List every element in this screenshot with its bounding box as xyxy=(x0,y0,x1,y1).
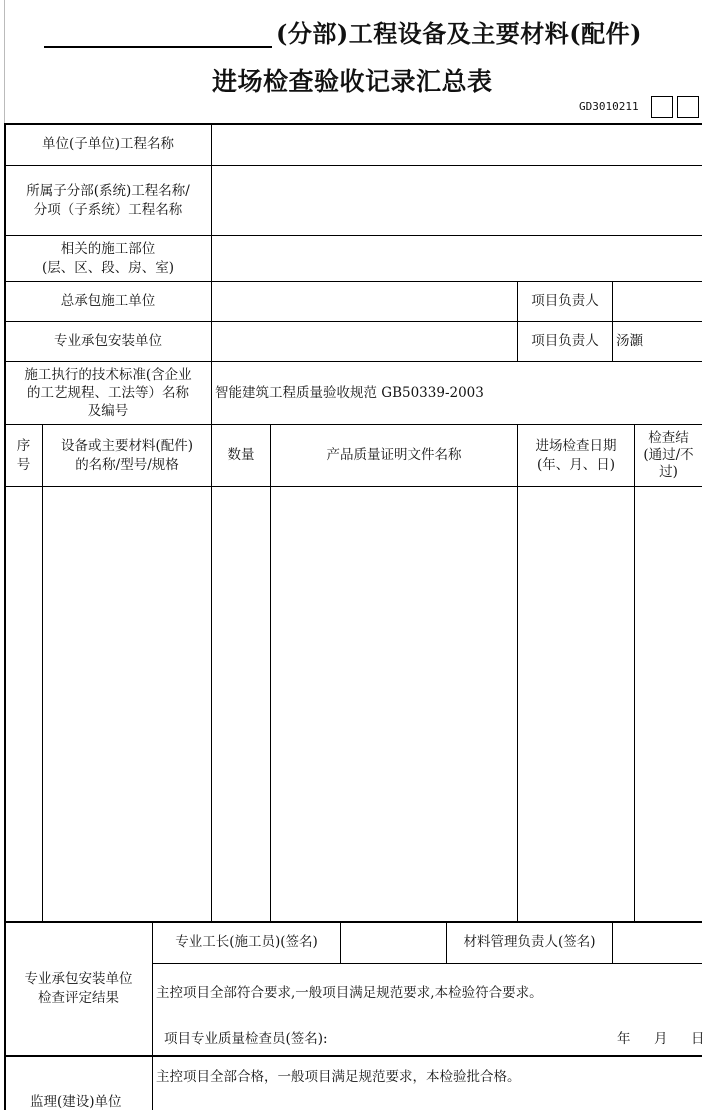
sub-eval-label xyxy=(5,922,152,1055)
col-header-result-line3: 过) xyxy=(659,464,678,480)
foreman-signature[interactable] xyxy=(341,922,446,963)
supervision-label: 监理(建设)单位 xyxy=(30,1094,122,1110)
supervision-conclusion: 主控项目全部合格，一般项目满足规范要求，本检验批合格。 xyxy=(156,1069,521,1085)
inspector-label: 项目专业质量检查员(签名): xyxy=(164,1031,328,1047)
project-name-value[interactable] xyxy=(212,124,702,165)
col-header-material-line1: 设备或主要材料(配件) xyxy=(60,437,194,454)
sub-eval-label-line1: 专业承包安装单位 xyxy=(24,970,133,987)
project-name-label: 单位(子单位)工程名称 xyxy=(41,136,175,152)
project-manager-label: 项目负责人 xyxy=(531,293,599,309)
sub-conclusion: 主控项目全部符合要求,一般项目满足规范要求,本检验符合要求。 xyxy=(156,985,543,1001)
material-manager-label: 材料管理负责人(签名) xyxy=(463,934,596,950)
standard-label-line1: 施工执行的技术标准(含企业 xyxy=(24,367,192,383)
standard-value[interactable]: 智能建筑工程质量验收规范 GB50339-2003 xyxy=(215,384,484,401)
title-blank-underline xyxy=(44,46,272,48)
col-header-result-line2: (通过/不 xyxy=(643,447,694,463)
col-header-date-line2: (年、月、日) xyxy=(536,456,616,473)
location-label-line1: 相关的施工部位 xyxy=(60,240,156,257)
project-manager-value[interactable] xyxy=(613,282,702,321)
col-header-result-line1: 检查结 xyxy=(648,430,689,446)
page-title-line2: 进场检查验收记录汇总表 xyxy=(212,67,493,96)
page-title-line1: (分部)工程设备及主要材料(配件) xyxy=(276,19,642,48)
general-contractor-value[interactable] xyxy=(212,282,517,321)
row-divider xyxy=(152,963,702,964)
date-year: 年 xyxy=(617,1031,631,1047)
foreman-label: 专业工长(施工员)(签名) xyxy=(175,934,318,950)
standard-label xyxy=(5,362,211,424)
col-header-result xyxy=(635,425,702,486)
standard-label-line3: 及编号 xyxy=(87,403,129,419)
col-header-seq xyxy=(5,425,42,486)
col-header-seq-line2: 号 xyxy=(16,456,31,473)
code-box-1[interactable] xyxy=(651,96,673,118)
form-code: GD3010211 xyxy=(579,100,639,113)
col-header-date-line1: 进场检查日期 xyxy=(535,437,617,454)
col-header-date xyxy=(518,425,634,486)
material-manager-signature[interactable] xyxy=(613,922,702,963)
project-manager-value-2[interactable]: 汤灝 xyxy=(616,333,643,349)
subdivision-label-line1: 所属子分部(系统)工程名称/ xyxy=(26,182,190,199)
date-month: 月 xyxy=(654,1031,668,1047)
sub-contractor-value[interactable] xyxy=(212,322,517,361)
table-body[interactable] xyxy=(5,487,702,921)
col-header-material-line2: 的名称/型号/规格 xyxy=(75,456,179,473)
row-divider xyxy=(4,1055,702,1057)
standard-label-line2: 的工艺规程、工法等）名称 xyxy=(27,385,189,401)
col-header-quantity: 数量 xyxy=(227,447,255,463)
date-day: 日 xyxy=(691,1031,705,1047)
general-contractor-label: 总承包施工单位 xyxy=(60,293,156,309)
sub-contractor-label: 专业承包安装单位 xyxy=(54,333,162,349)
col-header-material xyxy=(43,425,211,486)
sub-eval-label-line2: 检查评定结果 xyxy=(38,989,119,1006)
subdivision-value[interactable] xyxy=(212,166,702,235)
code-box-2[interactable] xyxy=(677,96,699,118)
location-value[interactable] xyxy=(212,236,702,281)
col-header-certificate: 产品质量证明文件名称 xyxy=(326,447,462,463)
col-header-seq-line1: 序 xyxy=(16,437,31,454)
location-label-line2: (层、区、段、房、室) xyxy=(41,259,175,276)
subdivision-label-line2: 分项（子系统）工程名称 xyxy=(33,201,183,218)
project-manager-label-2: 项目负责人 xyxy=(531,333,599,349)
location-label xyxy=(5,236,211,281)
subdivision-label xyxy=(5,166,211,235)
